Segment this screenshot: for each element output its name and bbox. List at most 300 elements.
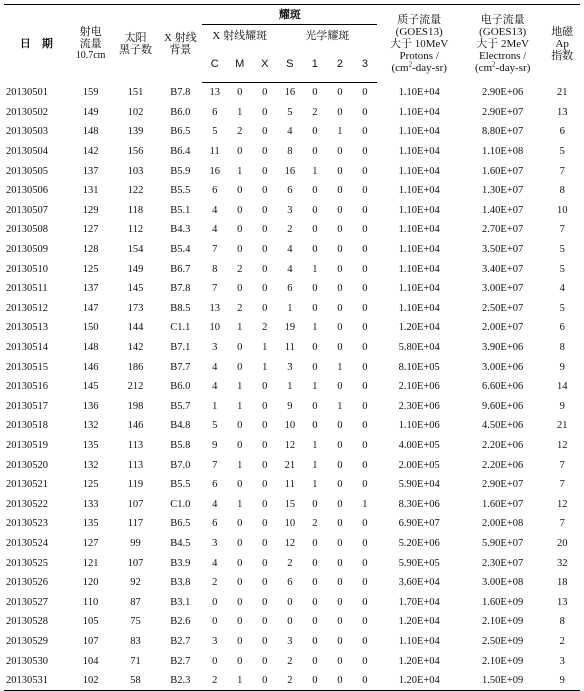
cell-M: 0 [237,185,243,197]
cell-xbg: B7.1 [170,342,191,354]
cell-ap: 7 [559,518,565,530]
cell-proton: 2.30E+06 [398,400,440,412]
cell-sunspot: 113 [127,439,144,451]
cell-proton: 8.30E+06 [398,498,440,510]
cell-M: 0 [237,616,243,628]
cell-electron: 2.10E+09 [482,616,524,628]
cell-C: 0 [212,655,218,667]
cell-xbg: B5.8 [170,439,191,451]
cell-S: 19 [284,322,296,334]
cell-M: 1 [237,498,243,510]
cell-flux: 110 [82,596,99,608]
cell-ap: 18 [556,577,568,589]
cell-sunspot: 113 [127,459,144,471]
table-row [4,553,580,573]
cell-3: 0 [362,596,368,608]
cell-proton: 1.10E+04 [398,204,440,216]
cell-1: 0 [312,224,318,236]
cell-S: 10 [284,518,296,530]
cell-3: 0 [362,322,368,334]
cell-3: 0 [362,655,368,667]
cell-3: 0 [362,146,368,158]
cell-2: 0 [337,439,343,451]
cell-S: 4 [287,126,293,138]
table-row [4,259,580,279]
cell-xbg: C1.0 [170,498,191,510]
cell-X: 0 [262,106,268,118]
cell-3: 0 [362,616,368,628]
cell-3: 0 [362,224,368,236]
cell-ap: 7 [559,165,565,177]
cell-M: 1 [237,459,243,471]
cell-M: 0 [237,204,243,216]
cell-C: 6 [212,479,218,491]
cell-flux: 132 [82,420,99,432]
cell-3: 0 [362,342,368,354]
cell-xbg: B5.7 [170,400,191,412]
cell-C: 4 [212,361,218,373]
cell-2: 0 [337,498,343,510]
cell-1: 0 [312,635,318,647]
cell-xbg: B2.6 [170,616,191,628]
cell-3: 0 [362,400,368,412]
cell-C: 13 [209,87,220,99]
table-row [4,142,580,162]
cell-sunspot: 71 [130,655,141,667]
cell-1: 0 [312,577,318,589]
cell-S: 15 [284,498,296,510]
cell-C: 4 [212,381,218,393]
cell-ap: 9 [544,671,580,691]
cell-flux: 129 [82,204,99,216]
cell-sunspot: 145 [127,283,144,295]
cell-2: 0 [337,596,343,608]
cell-sunspot: 142 [127,342,144,354]
table-body [4,83,580,691]
cell-date: 20130513 [6,322,48,334]
cell-S: 12 [284,537,296,549]
cell-C: 9 [212,439,218,451]
cell-flux: 133 [82,498,99,510]
cell-M: 0 [237,361,243,373]
cell-1: 1 [312,479,318,491]
table-row [4,240,580,260]
cell-C: 7 [212,283,218,295]
cell-sunspot: 107 [127,498,144,510]
cell-date: 20130531 [4,671,69,691]
cell-ap: 8 [559,185,565,197]
table-row [4,534,580,554]
cell-S: 3 [287,635,293,647]
cell-C: 4 [212,204,218,216]
cell-X: 0 [262,87,268,99]
cell-xbg: B5.9 [170,165,191,177]
cell-M: 1 [237,322,243,334]
cell-1: 0 [312,557,318,569]
cell-S: 3 [287,204,293,216]
cell-ap: 10 [556,204,568,216]
class-s-header: S [277,47,302,83]
cell-xbg: B5.5 [170,185,191,197]
cell-1: 0 [312,420,318,432]
cell-2: 0 [337,616,343,628]
cell-M: 1 [227,671,252,691]
table-row [4,181,580,201]
cell-ap: 8 [559,342,565,354]
cell-sunspot: 118 [127,204,144,216]
cell-ap: 12 [556,498,568,510]
cell-3: 0 [362,518,368,530]
cell-S: 11 [284,342,295,354]
cell-C: 6 [212,106,218,118]
cell-S: 6 [287,283,293,295]
table-row [4,494,580,514]
cell-xbg: B4.5 [170,537,191,549]
table-row [4,592,580,612]
cell-3: 0 [362,439,368,451]
cell-electron: 2.10E+09 [482,655,524,667]
cell-2: 0 [337,557,343,569]
cell-C: 11 [209,146,220,158]
cell-X: 0 [262,439,268,451]
cell-sunspot: 173 [127,302,144,314]
cell-2: 0 [337,479,343,491]
cell-3: 0 [362,635,368,647]
cell-ap: 6 [559,126,565,138]
cell-sunspot: 102 [127,106,144,118]
cell-X: 0 [262,126,268,138]
cell-C: 5 [212,126,218,138]
cell-ap: 21 [556,87,568,99]
cell-sunspot: 186 [127,361,144,373]
cell-sunspot: 75 [130,616,141,628]
cell-electron: 2.90E+07 [482,106,524,118]
cell-proton: 5.90E+05 [398,557,440,569]
cell-S: 16 [284,165,296,177]
cell-3: 0 [362,302,368,314]
cell-1: 0 [312,302,318,314]
cell-C: 4 [212,557,218,569]
cell-electron: 1.10E+08 [482,146,524,158]
cell-X: 0 [262,577,268,589]
cell-2: 0 [337,537,343,549]
cell-proton: 1.10E+04 [398,263,440,275]
cell-S: 16 [284,87,296,99]
class-x-header: X [252,47,277,83]
cell-2: 0 [337,322,343,334]
cell-2: 0 [337,165,343,177]
cell-electron: 9.60E+06 [482,400,524,412]
cell-xbg: B3.1 [170,596,191,608]
cell-xbg: B5.5 [170,479,191,491]
cell-2: 0 [337,244,343,256]
cell-1: 0 [312,204,318,216]
cell-ap: 4 [559,283,565,295]
cell-2: 1 [337,361,343,373]
cell-electron: 2.20E+06 [482,439,524,451]
cell-sunspot: 119 [127,479,144,491]
cell-flux: 127 [82,537,99,549]
cell-2: 1 [337,400,343,412]
cell-X: 0 [262,204,268,216]
cell-flux: 128 [82,244,99,256]
table-header [4,5,580,83]
cell-C: 3 [212,342,218,354]
cell-date: 20130528 [6,616,48,628]
cell-proton: 1.10E+04 [398,283,440,295]
cell-2: 0 [337,518,343,530]
cell-S: 11 [284,479,295,491]
cell-xbg: B4.8 [170,420,191,432]
table-row [4,83,580,103]
proton-flux-header: 质子流量 (GOES13) 大于 10MeV Protons / $(cm^2-day-sr)$ [390,13,449,74]
cell-sunspot: 107 [127,557,144,569]
cell-S: 21 [284,459,296,471]
cell-proton: 1.10E+04 [398,106,440,118]
cell-3: 0 [362,459,368,471]
cell-2: 0 [337,459,343,471]
cell-electron: 8.80E+07 [482,126,524,138]
cell-2: 0 [337,204,343,216]
cell-2: 0 [337,577,343,589]
cell-electron: 2.90E+06 [482,87,524,99]
cell-ap: 9 [559,361,565,373]
cell-M: 2 [237,263,243,275]
cell-3: 0 [362,479,368,491]
cell-flux: 146 [82,361,99,373]
xray-flare-subheader: X 射线耀斑 [212,29,268,42]
cell-3: 0 [362,204,368,216]
xray-background-header: X 射线 背景 [163,31,197,56]
table-row [4,651,580,671]
cell-flux: 135 [82,518,99,530]
cell-3: 0 [362,381,368,393]
table-row [4,122,580,142]
cell-X: 0 [262,283,268,295]
cell-sunspot: 87 [130,596,141,608]
cell-proton: 2.00E+05 [398,459,440,471]
cell-S: 2 [287,224,293,236]
cell-date: 20130510 [6,263,48,275]
cell-date: 20130509 [6,244,48,256]
cell-xbg: B7.8 [170,283,191,295]
table-row [4,377,580,397]
cell-M: 0 [237,420,243,432]
cell-sunspot: 58 [113,671,159,691]
cell-S: 3 [287,361,293,373]
cell-flux: 132 [82,459,99,471]
class-2-header: 2 [327,47,352,83]
cell-M: 0 [237,244,243,256]
cell-proton: 4.00E+05 [398,439,440,451]
cell-xbg: B6.5 [170,126,191,138]
cell-2: 0 [337,381,343,393]
cell-sunspot: 103 [127,165,144,177]
cell-xbg: B8.5 [170,302,191,314]
cell-1: 1 [312,459,318,471]
cell-electron: 1.30E+07 [482,185,524,197]
table-row [4,573,580,593]
cell-flux: 120 [82,577,99,589]
cell-X: 0 [262,263,268,275]
cell-M: 0 [237,518,243,530]
cell-proton: 8.10E+05 [398,361,440,373]
cell-flux: 127 [82,224,99,236]
cell-ap: 2 [559,635,565,647]
table-row [4,220,580,240]
table-row [4,161,580,181]
table-row [4,299,580,319]
table-row [4,612,580,632]
cell-C: 7 [212,244,218,256]
cell-3: 0 [362,87,368,99]
table-row [4,632,580,652]
cell-X: 0 [262,244,268,256]
cell-S: 0 [287,596,293,608]
cell-date: 20130507 [6,204,48,216]
cell-electron: 1.50E+09 [461,671,544,691]
cell-ap: 5 [559,302,565,314]
cell-date: 20130518 [6,420,48,432]
cell-electron: 3.90E+06 [482,342,524,354]
cell-M: 0 [237,596,243,608]
cell-M: 0 [237,479,243,491]
cell-X: 0 [262,146,268,158]
cell-1: 2 [312,518,318,530]
cell-S: 4 [287,244,293,256]
cell-ap: 13 [556,106,568,118]
cell-C: 1 [212,400,218,412]
cell-2: 0 [337,283,343,295]
cell-X: 0 [262,596,268,608]
cell-S: 5 [287,106,293,118]
cell-date: 20130526 [6,577,48,589]
cell-electron: 6.60E+06 [482,381,524,393]
cell-electron: 2.70E+07 [482,224,524,236]
cell-X: 0 [262,381,268,393]
cell-flux: 142 [82,146,99,158]
cell-electron: 1.60E+09 [482,596,524,608]
cell-proton: 5.90E+04 [398,479,440,491]
cell-C: 0 [212,596,218,608]
cell-X: 0 [262,557,268,569]
cell-electron: 2.30E+07 [482,557,524,569]
cell-sunspot: 146 [127,420,144,432]
cell-electron: 3.40E+07 [482,263,524,275]
cell-2: 0 [337,302,343,314]
cell-xbg: B3.8 [170,577,191,589]
cell-proton: 2.10E+06 [398,381,440,393]
cell-electron: 1.40E+07 [482,204,524,216]
cell-1: 1 [312,381,318,393]
cell-proton: 5.20E+06 [398,537,440,549]
cell-proton: 3.60E+04 [398,577,440,589]
cell-flux: 137 [82,165,99,177]
class-1-header: 1 [302,47,327,83]
cell-sunspot: 198 [127,400,144,412]
cell-C: 7 [212,459,218,471]
cell-date: 20130522 [6,498,48,510]
cell-2: 0 [337,655,343,667]
cell-flux: 105 [82,616,99,628]
cell-sunspot: 144 [127,322,144,334]
cell-1: 0 [312,498,318,510]
cell-proton: 1.10E+04 [398,146,440,158]
cell-ap: 7 [559,459,565,471]
date-header: 日 期 [19,37,53,50]
radio-flux-header: 射电 流量 10.7cm [75,25,106,61]
cell-C: 3 [212,537,218,549]
cell-S: 4 [287,263,293,275]
cell-sunspot: 149 [127,263,144,275]
cell-2: 1 [337,126,343,138]
cell-xbg: B6.7 [170,263,191,275]
cell-xbg: B5.4 [170,244,191,256]
cell-ap: 13 [556,596,568,608]
cell-sunspot: 212 [127,381,144,393]
cell-sunspot: 117 [127,518,144,530]
cell-ap: 5 [559,263,565,275]
cell-M: 1 [237,165,243,177]
cell-C: 3 [212,635,218,647]
cell-xbg: B6.0 [170,106,191,118]
cell-sunspot: 99 [130,537,141,549]
cell-M: 0 [237,342,243,354]
cell-flux: 131 [82,185,99,197]
cell-S: 12 [284,439,296,451]
cell-S: 2 [287,557,293,569]
cell-X: 0 [262,498,268,510]
solar-activity-table [4,4,580,691]
cell-2: 0 [337,263,343,275]
cell-2: 0 [337,185,343,197]
class-c-header: C [202,47,227,83]
cell-S: 6 [287,577,293,589]
sunspot-number-header: 太阳 黑子数 [118,31,152,56]
cell-C: 2 [212,577,218,589]
cell-ap: 6 [559,322,565,334]
cell-ap: 7 [559,479,565,491]
table-row [4,103,580,123]
table-row [4,436,580,456]
class-3-header: 3 [352,47,377,83]
cell-flux: 125 [82,479,99,491]
cell-flux: 136 [82,400,99,412]
cell-flux: 159 [82,87,99,99]
cell-date: 20130521 [6,479,48,491]
cell-2: 0 [337,635,343,647]
cell-3: 0 [362,244,368,256]
table-row [4,357,580,377]
cell-M: 0 [237,577,243,589]
cell-2: 0 [337,342,343,354]
cell-flux: 102 [69,671,113,691]
cell-1: 0 [302,671,327,691]
cell-1: 0 [312,146,318,158]
cell-M: 0 [237,635,243,647]
cell-X: 0 [262,616,268,628]
cell-flux: 104 [82,655,99,667]
cell-M: 0 [237,283,243,295]
cell-electron: 2.00E+07 [482,322,524,334]
cell-S: 1 [287,381,293,393]
cell-X: 0 [262,635,268,647]
cell-1: 1 [312,263,318,275]
cell-X: 0 [262,400,268,412]
cell-flux: 135 [82,439,99,451]
cell-C: 6 [212,185,218,197]
cell-2: 0 [337,420,343,432]
